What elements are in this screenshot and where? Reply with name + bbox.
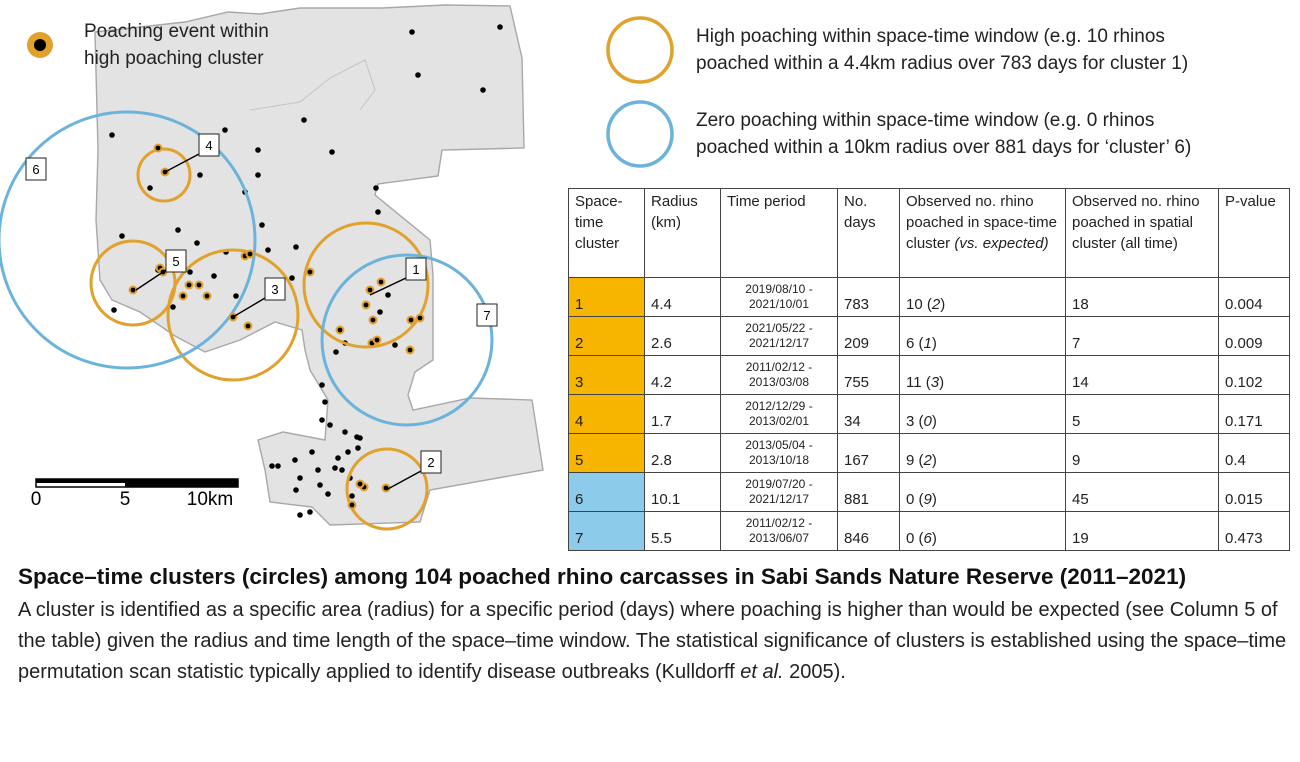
cell-radius: 4.2 [645, 356, 721, 395]
cluster-label-6: 6 [32, 162, 40, 177]
header-period: Time period [721, 189, 838, 278]
cell-observed: 3 (0) [900, 395, 1066, 434]
cell-spatial: 45 [1066, 473, 1219, 512]
cluster-label-1: 1 [412, 262, 420, 277]
cell-radius: 2.6 [645, 317, 721, 356]
cell-period-end: 2021/12/17 [748, 336, 810, 350]
cluster-event-dot [371, 318, 376, 323]
poaching-event-dot [297, 512, 303, 518]
poaching-event-dot [415, 72, 421, 78]
cell-radius: 4.4 [645, 278, 721, 317]
cluster-event-dot [350, 503, 355, 508]
legend-zero-window [600, 100, 1191, 168]
cell-period-start: 2019/08/10 - [745, 282, 813, 296]
poaching-event-dot [292, 457, 298, 463]
cell-period [721, 512, 838, 551]
poaching-event-dot [345, 449, 351, 455]
cell-spatial: 5 [1066, 395, 1219, 434]
cell-period-end: 2013/06/07 [748, 531, 810, 545]
poaching-event-dot [322, 399, 328, 405]
cell-expected-value: 1 [923, 335, 932, 352]
caption-body-start: A cluster is identified as a specific area (radius) for a specific period (days) where poaching is higher than would be expected (see Column 5 of the table) given the radius and time length of the space–time window. The statistical significance of clusters is established using the space–time permutation scan statistic typically applied to identify disease outbreaks (Kulldorff [18, 599, 1287, 683]
caption-title: Space–time clusters (circles) among 104 poached rhino carcasses in Sabi Sands Nature Reserve (2011–2021) [18, 564, 1187, 589]
poaching-event-dot [355, 445, 361, 451]
cluster-event-dot [156, 146, 161, 151]
legend-high-window [600, 16, 1188, 84]
poaching-event-dot [194, 240, 200, 246]
cluster-event-dot [375, 338, 380, 343]
legend-zero-window-label: Zero poaching within space-time window (e.g. 0 rhinos poached within a 10km radius over 881 days for ‘cluster’ 6) [696, 110, 1192, 158]
cell-pvalue: 0.473 [1219, 512, 1290, 551]
poaching-event-dot [275, 463, 281, 469]
poaching-event-dot [255, 172, 261, 178]
legend-poaching-event [22, 18, 269, 72]
cell-period-end: 2013/10/18 [748, 453, 810, 467]
header-radius: Radius (km) [645, 189, 721, 278]
poaching-event-dot [357, 435, 363, 441]
cell-spatial: 18 [1066, 278, 1219, 317]
cluster-event-dot [418, 316, 423, 321]
scale-bar [31, 479, 238, 510]
cluster-event-dot [131, 288, 136, 293]
poaching-event-dot [319, 382, 325, 388]
cell-cluster: 5 [569, 434, 645, 473]
cell-spatial: 19 [1066, 512, 1219, 551]
poaching-event-dot [327, 422, 333, 428]
cell-spatial: 7 [1066, 317, 1219, 356]
cluster-event-dot [379, 280, 384, 285]
header-cluster: Space-time cluster [569, 189, 645, 278]
poaching-event-dot [333, 349, 339, 355]
table-row [569, 317, 1290, 356]
cell-days: 34 [838, 395, 900, 434]
header-observed-main: Observed no. rhino poached in space-time cluster [906, 193, 1057, 252]
scale-label-10km: 10km [186, 489, 234, 510]
poaching-event-dot [119, 233, 125, 239]
cell-pvalue: 0.004 [1219, 278, 1290, 317]
poaching-event-dot [197, 172, 203, 178]
caption-et-al: et al. [740, 661, 784, 683]
cluster-event-dot [181, 294, 186, 299]
caption-body-end: 2005). [783, 661, 846, 683]
cluster-label-5: 5 [172, 254, 180, 269]
cell-cluster: 6 [569, 473, 645, 512]
cell-radius: 2.8 [645, 434, 721, 473]
cell-observed-value: 6 [906, 335, 915, 352]
cell-observed: 0 (9) [900, 473, 1066, 512]
poaching-event-dot [233, 293, 239, 299]
cell-observed: 11 (3) [900, 356, 1066, 395]
poaching-event-dot [147, 185, 153, 191]
cell-radius: 10.1 [645, 473, 721, 512]
cell-expected-value: 2 [931, 296, 941, 313]
table-row [569, 395, 1290, 434]
poaching-event-dot [297, 475, 303, 481]
poaching-event-dot [409, 29, 415, 35]
cluster-label-4: 4 [205, 138, 213, 153]
cell-observed-value: 0 [906, 530, 915, 547]
cluster-label-7: 7 [483, 308, 491, 323]
cell-observed: 9 (2) [900, 434, 1066, 473]
cell-observed-value: 9 [906, 452, 915, 469]
poaching-event-dot [255, 147, 261, 153]
cell-period [721, 356, 838, 395]
cell-expected-value: 0 [923, 413, 932, 430]
poaching-event-dot [259, 222, 265, 228]
cluster-event-dot [408, 348, 413, 353]
poaching-event-dot [111, 307, 117, 313]
cell-days: 783 [838, 278, 900, 317]
cell-period-start: 2011/02/12 - [745, 516, 813, 530]
cell-radius: 1.7 [645, 395, 721, 434]
cluster-event-dot [197, 283, 202, 288]
cell-period-start: 2011/02/12 - [745, 360, 813, 374]
cell-expected-value: 9 [923, 491, 932, 508]
cell-days: 209 [838, 317, 900, 356]
cell-days: 755 [838, 356, 900, 395]
poaching-event-dot [175, 227, 181, 233]
poaching-event-dot [385, 292, 391, 298]
poaching-event-dot [349, 493, 355, 499]
cell-period [721, 317, 838, 356]
cell-observed-value: 11 [906, 374, 922, 391]
scale-label-0: 0 [30, 489, 42, 510]
legend-poaching-event-label: Poaching event within high poaching cluster [84, 21, 269, 69]
cell-observed-value: 3 [906, 413, 915, 430]
poaching-event-dot [301, 117, 307, 123]
poaching-event-dot [392, 342, 398, 348]
poaching-event-dot [265, 247, 271, 253]
cluster-label-2: 2 [427, 455, 435, 470]
poaching-event-dot [329, 149, 335, 155]
poaching-event-dot [480, 87, 486, 93]
cell-period-end: 2021/10/01 [748, 297, 810, 311]
header-days: No. days [838, 189, 900, 278]
table-row [569, 278, 1290, 317]
poaching-event-dot [325, 491, 331, 497]
cell-pvalue: 0.102 [1219, 356, 1290, 395]
cell-observed-value: 10 [906, 296, 923, 313]
cluster-event-dot [248, 252, 253, 257]
cell-cluster: 3 [569, 356, 645, 395]
header-observed-vs: (vs. expected) [954, 235, 1049, 252]
cell-spatial: 9 [1066, 434, 1219, 473]
poaching-event-dot [497, 24, 503, 30]
cell-cluster: 2 [569, 317, 645, 356]
header-pvalue: P-value [1219, 189, 1290, 278]
cluster-event-dot [358, 482, 363, 487]
cell-observed-value: 0 [906, 491, 915, 508]
cell-pvalue: 0.4 [1219, 434, 1290, 473]
cell-observed: 0 (6) [900, 512, 1066, 551]
table-row [569, 356, 1290, 395]
poaching-event-dot [222, 127, 228, 133]
cell-pvalue: 0.015 [1219, 473, 1290, 512]
cell-pvalue: 0.009 [1219, 317, 1290, 356]
cell-period-start: 2012/12/29 - [745, 399, 813, 413]
cell-period [721, 278, 838, 317]
poaching-event-dot [289, 275, 295, 281]
zero-window-ring-icon [600, 100, 682, 168]
poaching-event-dot [293, 244, 299, 250]
poaching-event-dot [319, 417, 325, 423]
cluster-event-dot [246, 324, 251, 329]
cell-cluster: 1 [569, 278, 645, 317]
poaching-event-dot [375, 209, 381, 215]
cluster-event-dot [368, 288, 373, 293]
legend-high-window-label: High poaching within space-time window (e.g. 10 rhinos poached within a 4.4km radius over 783 days for cluster 1) [696, 26, 1189, 74]
cell-cluster: 7 [569, 512, 645, 551]
poaching-event-dot [170, 304, 176, 310]
cluster-label-3: 3 [271, 282, 279, 297]
cluster-event-dot [364, 303, 369, 308]
poaching-event-dot [335, 455, 341, 461]
poaching-event-dot [315, 467, 321, 473]
cluster-event-dot [409, 318, 414, 323]
cluster-event-dot [338, 328, 343, 333]
poaching-event-dot [307, 509, 313, 515]
cell-period-start: 2013/05/04 - [745, 438, 813, 452]
cell-observed: 10 (2) [900, 278, 1066, 317]
poaching-event-dot [293, 487, 299, 493]
poaching-event-dot [109, 132, 115, 138]
poaching-event-dot [317, 482, 323, 488]
table-row [569, 473, 1290, 512]
scale-label-5: 5 [119, 489, 131, 510]
cell-period [721, 395, 838, 434]
cell-expected-value: 2 [923, 452, 932, 469]
table-row [569, 434, 1290, 473]
cluster-event-dot [308, 270, 313, 275]
table-row [569, 512, 1290, 551]
poaching-event-symbol-icon [22, 27, 58, 63]
cell-period-end: 2013/02/01 [748, 414, 810, 428]
figure-caption [18, 561, 1288, 688]
cell-period [721, 434, 838, 473]
poaching-event-dot [269, 463, 275, 469]
cell-cluster: 4 [569, 395, 645, 434]
poaching-event-dot [373, 185, 379, 191]
poaching-event-dot [211, 273, 217, 279]
cell-days: 846 [838, 512, 900, 551]
poaching-event-dot [309, 449, 315, 455]
reserve-map [0, 0, 560, 545]
cell-days: 881 [838, 473, 900, 512]
cell-period [721, 473, 838, 512]
cell-period-start: 2019/07/20 - [745, 477, 813, 491]
cell-days: 167 [838, 434, 900, 473]
header-spatial: Observed no. rhino poached in spatial cluster (all time) [1066, 189, 1219, 278]
cell-expected-value: 3 [930, 374, 940, 391]
caption-body [18, 595, 1288, 688]
poaching-event-dot [339, 467, 345, 473]
cell-period-start: 2021/05/22 - [745, 321, 813, 335]
cluster-table [568, 188, 1290, 551]
cell-expected-value: 6 [923, 530, 932, 547]
header-observed [900, 189, 1066, 278]
cell-period-end: 2021/12/17 [748, 492, 810, 506]
cluster-event-dot [187, 283, 192, 288]
cell-radius: 5.5 [645, 512, 721, 551]
cell-spatial: 14 [1066, 356, 1219, 395]
cell-period-end: 2013/03/08 [748, 375, 810, 389]
cell-observed: 6 (1) [900, 317, 1066, 356]
cluster-event-dot [205, 294, 210, 299]
table-header-row [569, 189, 1290, 278]
poaching-event-dot [332, 465, 338, 471]
cell-pvalue: 0.171 [1219, 395, 1290, 434]
high-window-ring-icon [600, 16, 682, 84]
poaching-event-dot [342, 429, 348, 435]
poaching-event-dot [377, 309, 383, 315]
